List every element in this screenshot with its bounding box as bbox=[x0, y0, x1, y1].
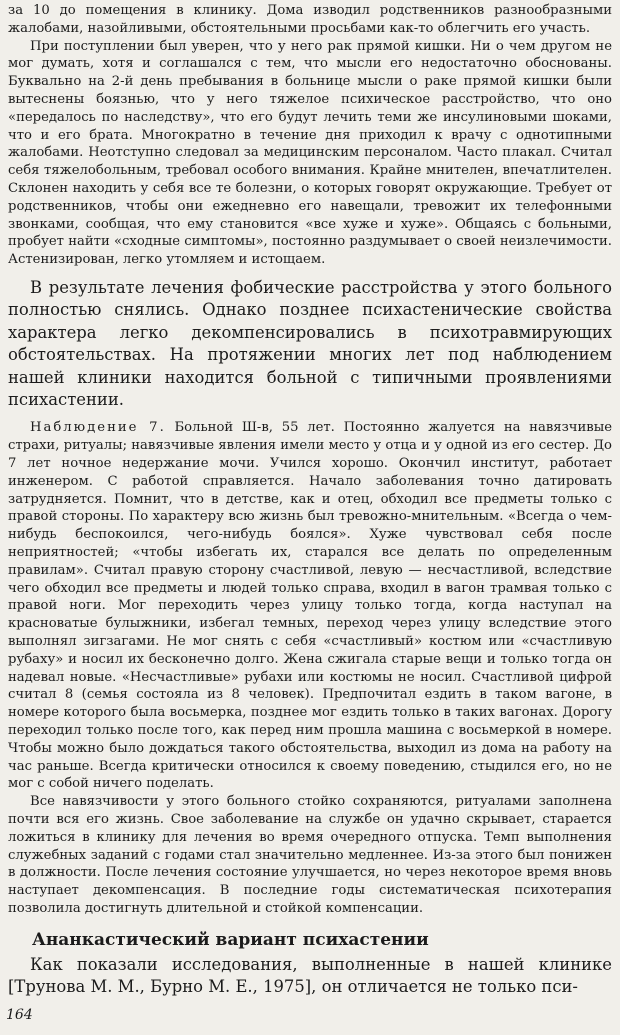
observation-text: Больной Ш-в, 55 лет. Постоянно жалуется на навязчивые страхи, ритуалы; навязчивые явления имели место у отца и у одной из его сестер. До 7 лет ночное недержание мочи. Учился хорошо. Окончил институт, работает инженером. С работой справляется. Начало заболевания точно датировать затрудняется. Помнит, что в детстве, как и отец, обходил все предметы только с правой стороны. По характеру всю жизнь был тревожно-мнительным. «Всегда о чем-нибудь беспокоился, чего-нибудь боялся». Хуже чувствовал себя после неприятностей; «чтобы избегать их, старался все делать по определенным правилам». Считал правую сторону счастливой, левую — несчастливой, вследствие чего обходил все предметы и людей только справа, входил в вагон трамвая только с правой ноги. Мог переходить через улицу только тогда, когда наступал на красноватые булыжники, избегал темных, переход через улицу вследствие этого выполнял зигзагами. Не мог снять с себя «счастливый» костюм или «счастливую рубаху» и носил их бесконечно долго. Жена сжигала старые вещи и только тогда он надевал новые. «Несчастливые» рубахи или костюмы не носил. Счастливой цифрой считал 8 (семья состояла из 8 человек). Предпочитал ездить в таком вагоне, в номере которого была восьмерка, позднее мог ездить только в таких вагонах. Дорогу переходил только после того, как перед ним прошла машина с восьмеркой в номере. Чтобы можно было дождаться такого обстоятельства, выходил из дома на работу на час раньше. Всегда критически относился к своему поведению, стыдился его, но не мог с собой ничего поделать. bbox=[8, 420, 612, 792]
page-number: 164 bbox=[6, 1007, 33, 1023]
section-heading: Ананкастический вариант психастении bbox=[32, 929, 429, 950]
paragraph-continued: за 10 до помещения в клинику. Дома изводил родственников разнообразными жалобами, назойливыми, обстоятельными просьбами как-то облегчить его участь. bbox=[8, 3, 612, 36]
paragraph-course: Все навязчивости у этого больного стойко сохраняются, ритуалами заполнена почти вся его жизнь. Свое заболевание на службе он удачно скрывает, старается ложиться в клинику для лечения во время очередного отпуска. Темп выполнения служебных заданий с годами стал значительно медленнее. Из-за этого был понижен в должности. После лечения состояние улучшается, но через некоторое время вновь наступает декомпенсация. В последние годы систематическая психотерапия позволила достигнуть длительной и стойкой компенсации. bbox=[8, 794, 612, 916]
observation-label: Наблюдение 7. bbox=[30, 420, 166, 436]
paragraph-admission: При поступлении был уверен, что у него рак прямой кишки. Ни о чем другом не мог думать, хотя и соглашался с тем, что мысли его недостаточно обоснованы. Буквально на 2-й день пребывания в больнице мысли о раке прямой кишки были вытеснены боязнью, что у него тяжелое психическое расстройство, что оно «передалось по наследству», что его будут лечить теми же инсулиновыми шоками, что и его брата. Многократно в течение дня приходил к врачу с однотипными жалобами. Неотступно следовал за медицинским персоналом. Часто плакал. Считал себя тяжелобольным, требовал особого внимания. Крайне мнителен, впечатлителен. Склонен находить у себя все те болезни, о которых говорят окружающие. Требует от родственников, чтобы они ежедневно его навещали, тревожит их телефонными звонками, сообщая, что ему становится «все хуже и хуже». Общаясь с больными, пробует найти «сходные симптомы», постоянно раздумывает о своей неизлечимости. Астенизирован, легко утомляем и истощаем. bbox=[8, 38, 612, 268]
paragraph-anankastic-intro: Как показали исследования, выполненные в нашей клинике [Трунова М. М., Бурно М. Е., 1975], он отличается не только пси- bbox=[8, 954, 612, 997]
paragraph-treatment-result: В результате лечения фобические расстройства у этого больного полностью снялись. Однако позднее психастенические свойства характера легко декомпенсировались в психотравмирующих обстоятельствах. На протяжении многих лет под наблюдением нашей клиники находится больной с типичными проявлениями психастении. bbox=[8, 277, 612, 409]
paragraph-observation-7 bbox=[8, 419, 612, 793]
